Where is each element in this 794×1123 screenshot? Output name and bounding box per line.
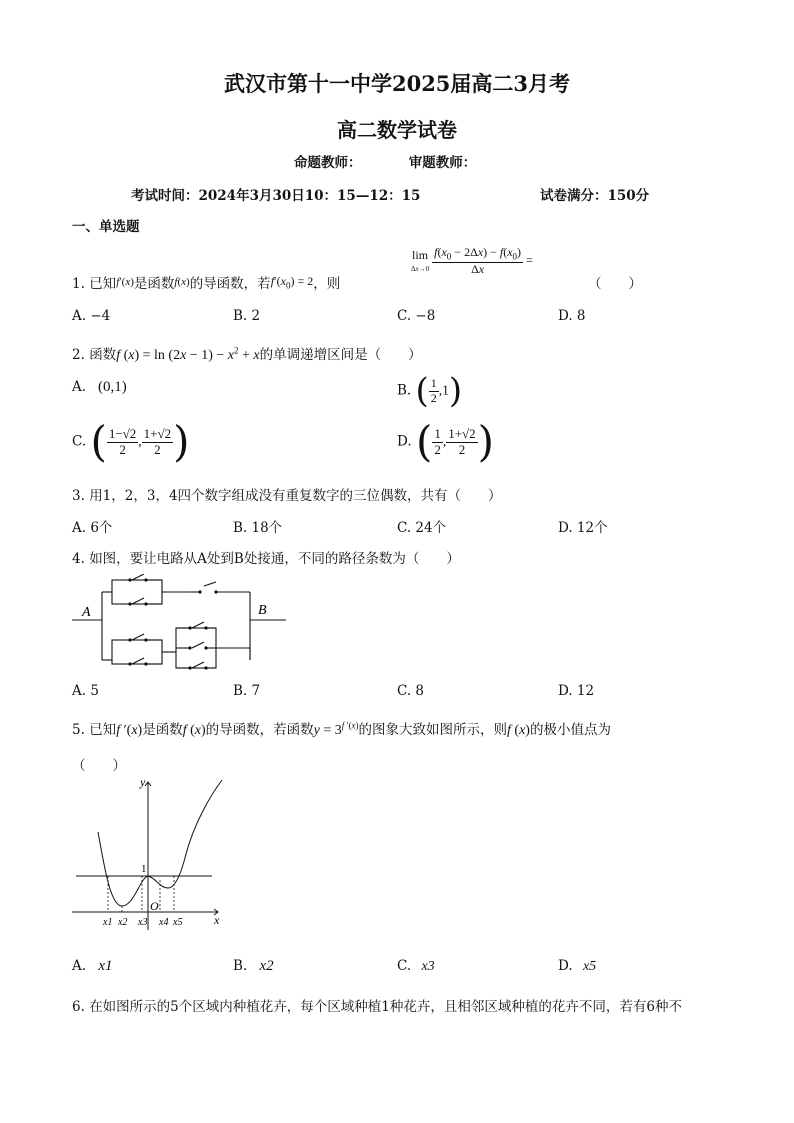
graph-x-label: x [214, 913, 220, 927]
q1-option-a: A. −4 [72, 308, 111, 324]
question-6: 6. 在如图所示的5个区域内种植花卉，每个区域种植1种花卉，且相邻区域种植的花卉不同，若有6种不 [72, 999, 682, 1015]
graph-tick-x1: x1 [103, 917, 113, 928]
question-2 [72, 343, 422, 364]
question-4: 4. 如图，要让电路从A处到B处接通，不同的路径条数为（ ） [72, 551, 460, 567]
question-3: 3. 用1，2，3，4四个数字组成没有重复数字的三位偶数，共有（ ） [72, 488, 502, 504]
q3-option-a: A. 6个 [72, 520, 113, 536]
q1-option-c: C. −8 [397, 308, 436, 324]
q3-option-c: C. 24个 [397, 520, 447, 536]
q2-text-a: 函数 [89, 347, 117, 363]
q2-text-b: 的单调递增区间是（ ） [259, 347, 422, 363]
q5-option-c: C. x3 [397, 958, 435, 974]
q2-option-d: D. ( $\frac{1}{2}$ , $\frac{1+√2}{2}$ ) [397, 417, 495, 466]
graph-tick-x5: x5 [173, 917, 183, 928]
circuit-label-b: B [258, 603, 267, 618]
q2-option-b: B. ( $\frac{1}{2}$ ,1) [397, 371, 463, 411]
full-score: 试卷满分：150分 [540, 188, 650, 204]
question-5: 5. 已知f ′(x)是函数f (x)的导函数，若函数$y = 3^{f '(x)}$的图象大致如图所示，则f (x)的极小值点为 [72, 720, 611, 738]
q1-text-b: 是函数 [133, 276, 175, 292]
q1-text-c: 的导函数，若 [189, 276, 271, 292]
author-line: 命题教师： 审题教师： [294, 155, 477, 171]
q1-option-d: D. 8 [558, 308, 586, 324]
graph-tick-x2: x2 [118, 917, 128, 928]
graph-tick-x3: x3 [138, 917, 148, 928]
school-title: 武汉市第十一中学2025届高二3月考 [223, 71, 571, 96]
graph-one-label: 1 [141, 863, 147, 875]
q2-option-a: A. (0,1) [72, 379, 127, 395]
q3-option-d: D. 12个 [558, 520, 608, 536]
q5-blank: （ ） [72, 758, 126, 774]
graph-origin-label: O [150, 899, 159, 913]
q1-blank: （ ） [588, 276, 642, 292]
circuit-label-a: A [82, 605, 91, 620]
q4-option-b: B. 7 [233, 683, 261, 699]
q2-num: 2. [72, 347, 85, 363]
exam-time: 考试时间：2024年3月30日10：15—12：15 [131, 188, 421, 204]
q2-formula: f $(x) = \ln (2x - 1) - x^2 + x$ [116, 345, 260, 363]
question-1: 1. 已知$^{f'(x)}$是函数$^{f(x)}$的导函数，若$f'(x_0) = 2$，则 [72, 274, 341, 292]
q5-option-d: D. x5 [558, 958, 597, 974]
section-heading: 一、单选题 [72, 219, 140, 235]
circuit-diagram [72, 574, 292, 674]
q4-option-a: A. 5 [72, 683, 99, 699]
function-graph [70, 774, 230, 934]
q1-option-b: B. 2 [233, 308, 261, 324]
q1-text-d: ，则 [313, 276, 341, 292]
graph-tick-x4: x4 [159, 917, 169, 928]
q1-text-a: 已知 [89, 276, 117, 292]
q4-option-d: D. 12 [558, 683, 595, 699]
q5-option-b: B. x2 [233, 958, 274, 974]
paper-title: 高二数学试卷 [337, 118, 457, 142]
q4-option-c: C. 8 [397, 683, 425, 699]
q5-option-a: A. x1 [72, 958, 113, 974]
graph-y-label: y [140, 775, 146, 789]
q1-num: 1. [72, 276, 85, 292]
q3-option-b: B. 18个 [233, 520, 283, 536]
q2-option-c: C. ( $\frac{1-√2}{2}$ , $\frac{1+√2}{2}$ ) [72, 417, 190, 466]
q1-limit-expression: lim Δx→0 $\frac{f(x_0 - 2\Delta x) - f(x_0)}{\Delta x}$ = [411, 245, 533, 276]
